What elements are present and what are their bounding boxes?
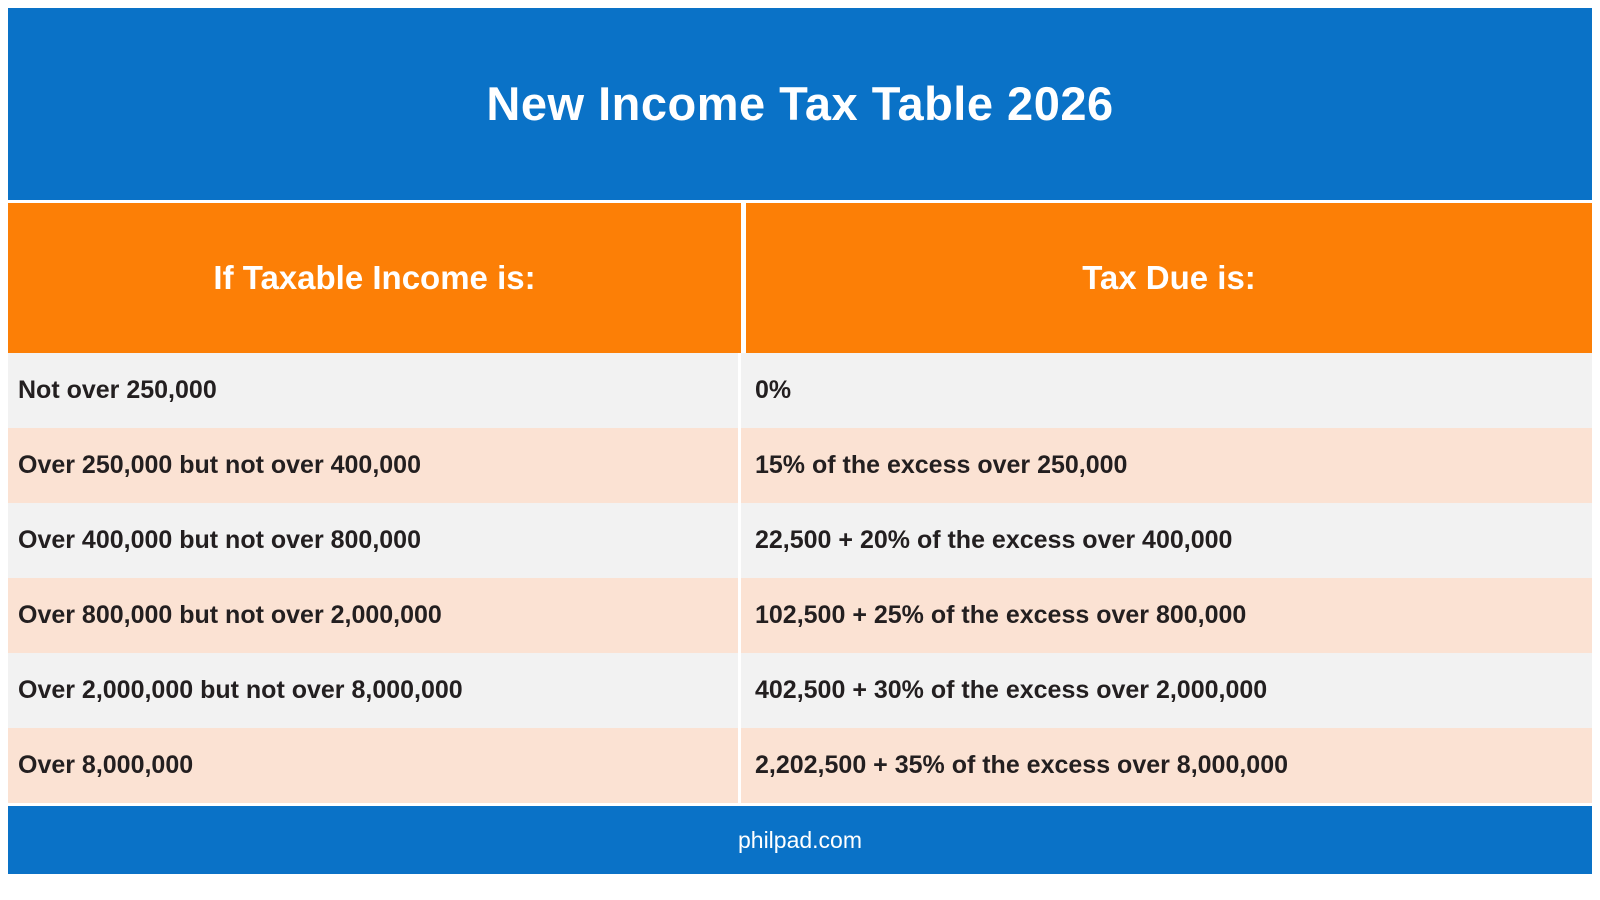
- cell-income: Not over 250,000: [8, 353, 741, 428]
- column-header-tax-due: Tax Due is:: [746, 203, 1592, 353]
- page-title: New Income Tax Table 2026: [486, 77, 1114, 131]
- column-header-income: If Taxable Income is:: [8, 203, 741, 353]
- title-banner: [8, 8, 1592, 200]
- table-row: [8, 578, 1592, 653]
- cell-income: Over 400,000 but not over 800,000: [8, 503, 741, 578]
- cell-tax-due: 2,202,500 + 35% of the excess over 8,000,000: [741, 728, 1592, 803]
- cell-tax-due: 22,500 + 20% of the excess over 400,000: [741, 503, 1592, 578]
- cell-income: Over 250,000 but not over 400,000: [8, 428, 741, 503]
- tax-table: [8, 8, 1592, 874]
- table-row: [8, 353, 1592, 428]
- cell-income: Over 800,000 but not over 2,000,000: [8, 578, 741, 653]
- cell-income: Over 2,000,000 but not over 8,000,000: [8, 653, 741, 728]
- table-row: [8, 503, 1592, 578]
- cell-tax-due: 15% of the excess over 250,000: [741, 428, 1592, 503]
- cell-income: Over 8,000,000: [8, 728, 741, 803]
- source-credit: philpad.com: [737, 826, 863, 853]
- cell-tax-due: 102,500 + 25% of the excess over 800,000: [741, 578, 1592, 653]
- cell-tax-due: 0%: [741, 353, 1592, 428]
- table-row: [8, 428, 1592, 503]
- cell-tax-due: 402,500 + 30% of the excess over 2,000,000: [741, 653, 1592, 728]
- table-row: [8, 653, 1592, 728]
- table-header-row: [8, 203, 1592, 353]
- table-row: [8, 728, 1592, 803]
- column-divider-tail: [733, 890, 736, 900]
- footer-bar: [8, 806, 1592, 874]
